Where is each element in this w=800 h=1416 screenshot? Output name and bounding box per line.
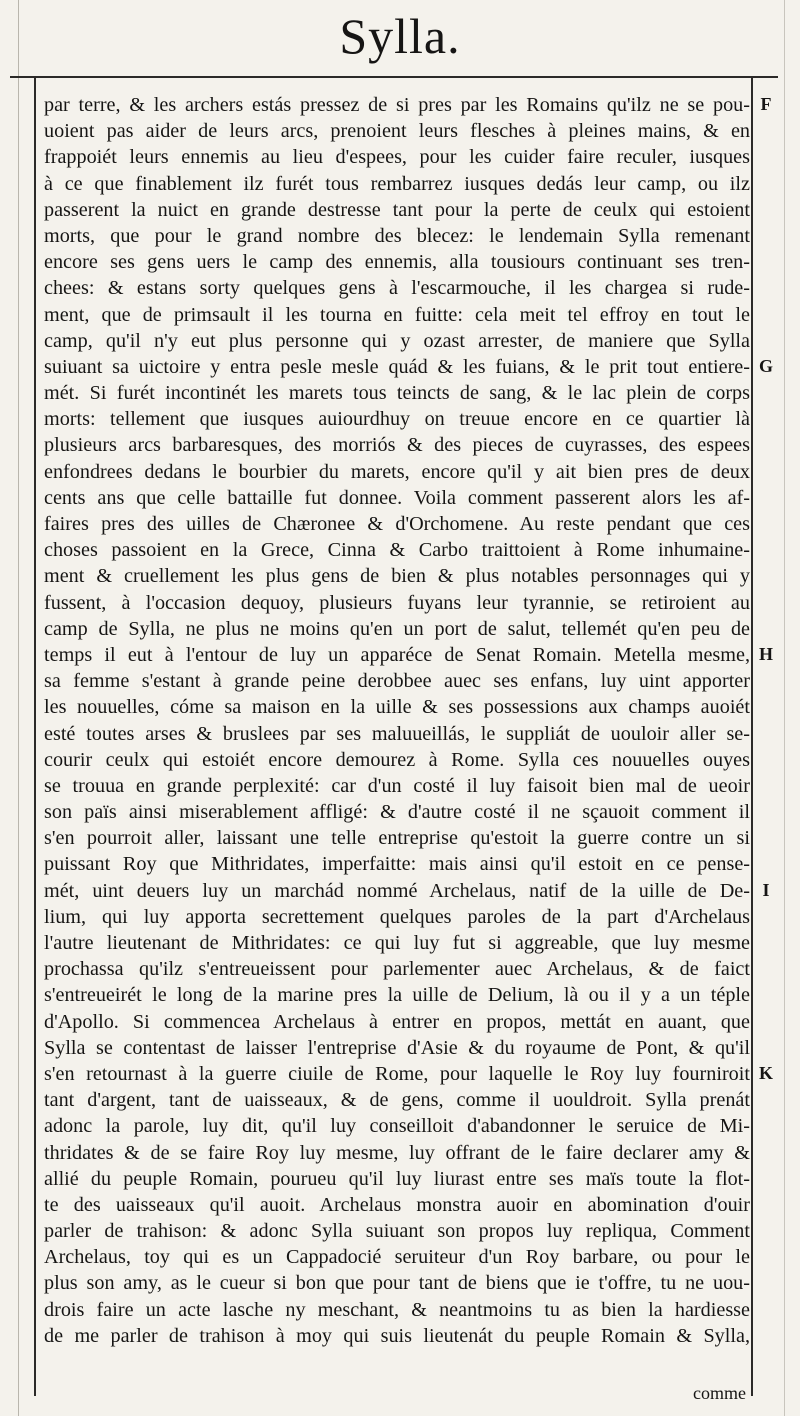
text-line: fussent, à l'occasion dequoy, plusieurs fuyans leur tyrannie, se retiroient au <box>44 591 750 614</box>
text-line: suiuant sa uictoire y entra pesle mesle quád & les fuians, & le prit tout entiere- <box>44 355 750 378</box>
body-text <box>44 92 750 1349</box>
marginal-letter: G <box>758 356 773 376</box>
text-line: uoient pas aider de leurs arcs, prenoient leurs flesches à pleines mains, & en <box>44 120 750 143</box>
text-line: tant d'argent, tant de uaisseaux, & de gens, comme il uouldroit. Sylla prenát <box>44 1089 750 1112</box>
marginal-letter: F <box>760 94 772 114</box>
text-line: ment, que de primsault il les tourna en fuitte: cela meit tel effroy en tout le <box>44 303 750 326</box>
text-line: à ce que finablement ilz furét tous rembarrez iusques dedás leur camp, ou ilz <box>44 172 750 195</box>
text-line: se trouua en grande perplexité: car d'un costé il luy faisoit bien mal de ueoir <box>44 774 750 797</box>
text-line: mét. Si furét incontinét les marets tous teincts de sang, & le lac plein de corps <box>44 382 750 405</box>
running-head: Sylla. <box>339 8 461 64</box>
text-line: lium, qui luy apporta secrettement quelques paroles de la part d'Archelaus <box>44 905 750 928</box>
text-line: thridates & de se faire Roy luy mesme, luy offrant de le faire declarer amy & <box>44 1141 750 1164</box>
text-line: de me parler de trahison à moy qui suis lieutenát du peuple Romain & Sylla, <box>44 1324 750 1347</box>
left-column-rule <box>34 78 36 1396</box>
text-line: son païs ainsi miserablement affligé: & d'autre costé il ne sçauoit comment il <box>44 801 750 824</box>
text-line: parler de trahison: & adonc Sylla suiuant son propos luy repliqua, Comment <box>44 1220 750 1243</box>
page-edge <box>784 0 785 1416</box>
text-line: allié du peuple Romain, pourueu qu'il luy liurast entre ses maïs toute la flot- <box>44 1167 750 1190</box>
marginal-letter: H <box>758 644 773 665</box>
text-line: enfondrees dedans le bourbier du marets, encore qu'il y ait bien pres de deux <box>44 460 750 483</box>
marginal-letter: K <box>758 1063 773 1084</box>
right-column-rule <box>751 78 753 1396</box>
text-line: ment & cruellement les plus gens de bien & plus notables personnages qui y <box>44 565 750 588</box>
marginal-letter: I <box>762 880 770 900</box>
text-line: courir ceulx qui estoiét encore demourez à Rome. Sylla ces nouuelles ouyes <box>44 748 750 771</box>
text-line: morts, que pour le grand nombre des blecez: le lendemain Sylla remenant <box>44 224 750 247</box>
text-line: drois faire un acte lasche ny meschant, & neantmoins tu as bien la hardiesse <box>44 1298 750 1321</box>
text-line: s'en pourroit aller, laissant une telle entreprise qu'estoit la guerre contre un si <box>44 827 750 850</box>
text-line: les nouuelles, cóme sa maison en la uille & ses possessions aux champs auoiét <box>44 696 750 719</box>
text-line: camp, qu'il n'y eut plus personne qui y ozast arrester, de maniere que Sylla <box>44 329 750 352</box>
gutter-shadow <box>18 0 19 1416</box>
text-line: esté toutes arses & bruslees par ses maluueillás, le suppliát de uouloir aller se- <box>44 722 750 745</box>
catchword: comme <box>693 1383 746 1403</box>
text-line: frappoiét leurs ennemis au lieu d'espees, pour les cuider faire reculer, iusques <box>44 146 750 169</box>
text-line: passerent la nuict en grande destresse tant pour la perte de ceulx qui estoient <box>44 198 750 221</box>
text-line: encore ses gens uers le camp des ennemis, alla tousiours continuant ses tren- <box>44 251 750 274</box>
header-rule <box>10 76 778 78</box>
text-line: temps il eut à l'entour de luy un apparéce de Senat Romain. Metella mesme, <box>44 643 750 666</box>
text-line: s'entreueirét le long de la marine pres la uille de Delium, là ou il y a un téple <box>44 984 750 1007</box>
text-line: l'autre lieutenant de Mithridates: ce qui luy fut si aggreable, que luy mesme <box>44 932 750 954</box>
text-line: Archelaus, toy qui es un Cappadocié seruiteur d'un Roy barbare, ou pour le <box>44 1246 750 1269</box>
text-line: mét, uint deuers luy un marchád nommé Archelaus, natif de la uille de De- <box>44 879 750 902</box>
text-line: te des uaisseaux qu'il auoit. Archelaus monstra auoir en abomination d'ouir <box>44 1193 750 1216</box>
text-line: plusieurs arcs barbaresques, des morriós & des pieces de cuyrasses, des espees <box>44 434 750 457</box>
text-line: faires pres des uilles de Chæronee & d'Orchomene. Au reste pendant que ces <box>44 513 750 535</box>
text-line: prochassa qu'ilz s'entreueissent pour parlementer auec Archelaus, & de faict <box>44 958 750 981</box>
text-line: cents ans que celle battaille fut donnee. Voila comment passerent alors les af- <box>44 486 750 509</box>
text-line: adonc la parole, luy dit, qu'il luy conseilloit d'abandonner le seruice de Mi- <box>44 1115 750 1138</box>
text-line: Sylla se contentast de laisser l'entreprise d'Asie & du royaume de Pont, & qu'il <box>44 1036 750 1059</box>
text-line: par terre, & les archers estás pressez de si pres par les Romains qu'ilz ne se pou- <box>44 94 750 116</box>
text-line: chees: & estans sorty quelques gens à l'escarmouche, il les chargea si rude- <box>44 277 750 300</box>
text-line: choses passoient en la Grece, Cinna & Carbo traittoient à Rome inhumaine- <box>44 539 750 562</box>
text-line: morts: tellement que iusques auiourdhuy on treuue encore en ce quartier là <box>44 408 750 431</box>
text-line: camp de Sylla, ne plus ne moins qu'en un port de salut, tellemét qu'en peu de <box>44 617 750 640</box>
text-line: d'Apollo. Si commencea Archelaus à entrer en propos, mettát en auant, que <box>44 1010 750 1033</box>
text-line: s'en retournast à la guerre ciuile de Rome, pour laquelle le Roy luy fourniroit <box>44 1062 750 1085</box>
text-line: puissant Roy que Mithridates, imperfaitte: mais ainsi qu'il estoit en ce pense- <box>44 853 750 876</box>
text-line: plus son amy, as le cueur si bon que pour tant de biens que ie t'offre, tu ne uou- <box>44 1272 750 1295</box>
text-line: sa femme s'estant à grande peine derobbee auec ses enfans, luy uint apporter <box>44 670 750 693</box>
